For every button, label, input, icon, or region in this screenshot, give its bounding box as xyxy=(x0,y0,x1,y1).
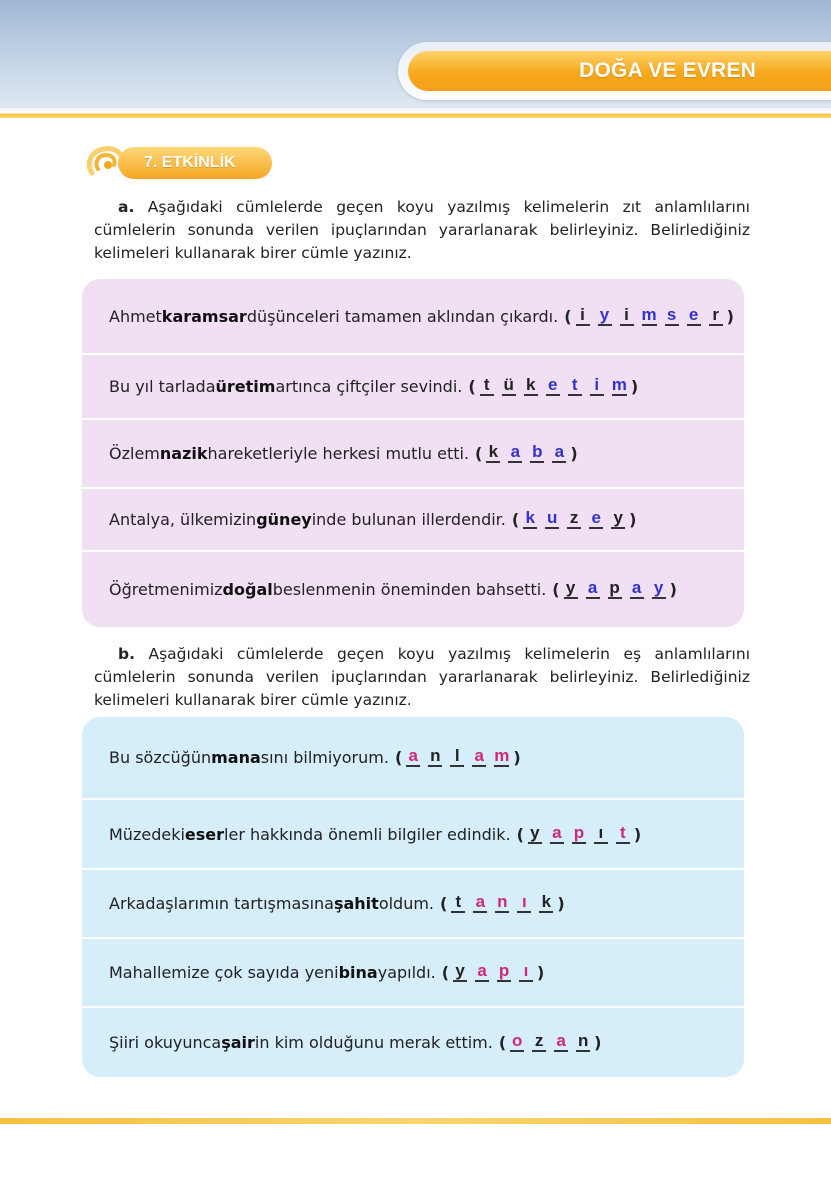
activity-pill xyxy=(118,147,272,179)
synonym-sentence-start: Arkadaşlarımın tartışmasına xyxy=(109,894,334,913)
synonym-sentence-end: ler hakkında önemli bilgiler edindik. xyxy=(224,824,511,844)
antonym-row-3 xyxy=(82,420,744,489)
antonym-sentence-start: Ahmet xyxy=(109,306,162,326)
answer-letter: k xyxy=(523,510,537,529)
answer-letter: i xyxy=(620,307,634,326)
antonym-keyword: nazik xyxy=(159,444,208,463)
answer-letter: p xyxy=(573,822,585,842)
antonym-row-1 xyxy=(82,279,744,355)
answer-letter: ı xyxy=(519,963,533,982)
synonym-sentence-end: yapıldı. xyxy=(377,963,436,982)
synonym-keyword: şahit xyxy=(333,894,379,913)
open-paren: ( xyxy=(564,306,572,326)
open-paren: ( xyxy=(516,824,524,844)
synonym-sentence-start: Şiiri okuyunca xyxy=(109,1033,222,1052)
open-paren: ( xyxy=(511,510,520,529)
answer-letter: s xyxy=(665,307,679,326)
answer-letter: t xyxy=(568,377,582,396)
close-paren: ) xyxy=(594,1033,602,1052)
antonym-answer xyxy=(512,510,637,529)
answer-letter: y xyxy=(598,307,612,326)
answer-letter: p xyxy=(498,961,510,980)
answer-letter: m xyxy=(494,746,510,765)
close-paren: ) xyxy=(630,377,639,396)
answer-letter: n xyxy=(497,892,508,911)
answer-letter: y xyxy=(528,825,542,844)
answer-letter: t xyxy=(616,825,630,844)
synonym-sentence-start: Bu sözcüğün xyxy=(109,748,212,767)
close-paren: ) xyxy=(633,824,642,844)
answer-letter: y xyxy=(652,580,666,599)
answer-letter: a xyxy=(630,580,644,599)
answer-letter: l xyxy=(450,748,464,767)
answer-letter: i xyxy=(576,307,590,326)
answer-letter: a xyxy=(552,444,566,463)
antonym-row-4 xyxy=(82,489,744,552)
close-paren: ) xyxy=(629,510,637,529)
answer-letter: a xyxy=(473,894,487,913)
antonym-sentence-end: beslenmenin öneminden bahsetti. xyxy=(272,580,547,599)
answer-letter: r xyxy=(709,307,723,326)
antonym-sentence-end: inde bulunan illerdendir. xyxy=(311,510,506,529)
synonym-sentence-end: oldum. xyxy=(378,894,435,913)
answer-letter: k xyxy=(486,444,500,463)
synonym-answer xyxy=(516,822,642,844)
antonym-answer xyxy=(475,444,578,463)
answer-letter: ü xyxy=(503,375,514,394)
answer-letter: n xyxy=(430,746,441,765)
synonym-sentence-start: Müzedeki xyxy=(109,824,185,844)
answer-letter: n xyxy=(577,1031,589,1050)
answer-letter: e xyxy=(546,377,560,396)
antonym-sentence-start: Bu yıl tarlada xyxy=(109,377,216,396)
antonym-keyword: güney xyxy=(256,510,312,529)
instruction-a xyxy=(94,196,750,265)
answer-letter: a xyxy=(406,748,420,767)
close-paren: ) xyxy=(537,963,545,982)
answer-letter: m xyxy=(641,304,657,324)
answer-letter: a xyxy=(472,748,486,767)
synonym-row-3 xyxy=(82,870,744,939)
antonym-sentence-end: hareketleriyle herkesi mutlu etti. xyxy=(207,444,470,463)
open-paren: ( xyxy=(552,580,560,599)
antonym-panel xyxy=(82,279,744,627)
antonym-sentence-end: düşünceleri tamamen aklından çıkardı. xyxy=(246,306,559,326)
antonym-sentence-end: artınca çiftçiler sevindi. xyxy=(275,377,463,396)
synonym-answer xyxy=(395,748,521,767)
answer-letter: t xyxy=(451,894,465,913)
answer-letter: e xyxy=(589,510,603,529)
answer-letter: m xyxy=(611,375,627,394)
answer-letter: p xyxy=(609,578,620,597)
open-paren: ( xyxy=(441,963,450,982)
antonym-sentence-start: Öğretmenimiz xyxy=(109,580,223,599)
answer-letter: y xyxy=(564,580,578,599)
answer-letter: k xyxy=(539,894,553,913)
synonym-panel xyxy=(82,717,744,1077)
antonym-keyword: doğal xyxy=(222,580,273,599)
instruction-b xyxy=(94,643,750,712)
synonym-row-4 xyxy=(82,939,744,1008)
synonym-sentence-end: sını bilmiyorum. xyxy=(260,748,389,767)
close-paren: ) xyxy=(557,894,565,913)
antonym-sentence-start: Özlem xyxy=(109,444,160,463)
antonym-keyword: karamsar xyxy=(161,306,247,326)
antonym-keyword: üretim xyxy=(215,377,276,396)
answer-letter: k xyxy=(524,377,538,396)
instruction-a-text: Aşağıdaki cümlelerde geçen koyu yazılmış kelimelerin zıt anlamlılarını cümlelerin sonunda verilen ipuçlarından yararlanarak belirleyiniz. Belirlediğiniz kelimeleri kullanarak birer cümle yazınız. xyxy=(94,198,750,262)
answer-letter: y xyxy=(611,510,625,529)
answer-letter: t xyxy=(480,377,494,396)
synonym-row-1 xyxy=(82,717,744,800)
synonym-keyword: eser xyxy=(184,824,225,844)
close-paren: ) xyxy=(669,580,677,599)
activity-badge xyxy=(84,143,274,181)
answer-letter: ı xyxy=(517,894,531,913)
footer-rule xyxy=(0,1118,831,1124)
unit-title: DOĞA VE EVREN xyxy=(579,59,756,82)
synonym-answer xyxy=(440,894,565,913)
synonym-answer xyxy=(442,963,545,982)
answer-letter: u xyxy=(546,508,558,527)
close-paren: ) xyxy=(726,306,734,326)
antonym-answer xyxy=(552,580,677,599)
synonym-row-5 xyxy=(82,1008,744,1077)
answer-letter: a xyxy=(586,580,600,599)
open-paren: ( xyxy=(468,377,476,396)
open-paren: ( xyxy=(394,748,403,767)
answer-letter: a xyxy=(550,825,564,844)
section-a-label: a. xyxy=(118,198,135,216)
close-paren: ) xyxy=(513,748,521,767)
unit-tab xyxy=(408,51,831,91)
answer-letter: a xyxy=(475,963,489,982)
open-paren: ( xyxy=(440,894,448,913)
synonym-keyword: mana xyxy=(211,748,261,767)
close-paren: ) xyxy=(570,444,578,463)
answer-letter: o xyxy=(511,1031,523,1050)
answer-letter: y xyxy=(453,963,467,982)
synonym-keyword: şair xyxy=(221,1033,255,1052)
synonym-sentence-end: in kim olduğunu merak ettim. xyxy=(254,1033,493,1052)
answer-letter: e xyxy=(687,307,701,326)
synonym-answer xyxy=(499,1033,602,1052)
answer-letter: ı xyxy=(594,825,608,844)
activity-label: 7. ETKİNLİK xyxy=(144,154,236,171)
answer-letter: z xyxy=(567,510,581,529)
header-rule xyxy=(0,108,831,122)
synonym-keyword: bina xyxy=(338,963,378,982)
instruction-b-text: Aşağıdaki cümlelerde geçen koyu yazılmış kelimelerin eş anlamlılarını cümlelerin sonunda verilen ipuçlarından yararlanarak belirleyiniz. Belirlediğiniz kelimeleri kullanarak birer cümle yazınız. xyxy=(94,645,750,709)
antonym-row-5 xyxy=(82,552,744,627)
antonym-sentence-start: Antalya, ülkemizin xyxy=(109,510,257,529)
answer-letter: b xyxy=(532,442,543,461)
answer-letter: i xyxy=(590,377,604,396)
antonym-answer xyxy=(468,377,638,396)
section-b-label: b. xyxy=(118,645,135,663)
answer-letter: a xyxy=(554,1033,568,1052)
open-paren: ( xyxy=(498,1033,507,1052)
answer-letter: a xyxy=(508,444,522,463)
antonym-row-2 xyxy=(82,355,744,420)
answer-letter: z xyxy=(532,1033,546,1052)
antonym-answer xyxy=(564,304,734,326)
synonym-sentence-start: Mahallemize çok sayıda yeni xyxy=(109,963,339,982)
open-paren: ( xyxy=(475,444,483,463)
synonym-row-2 xyxy=(82,800,744,870)
